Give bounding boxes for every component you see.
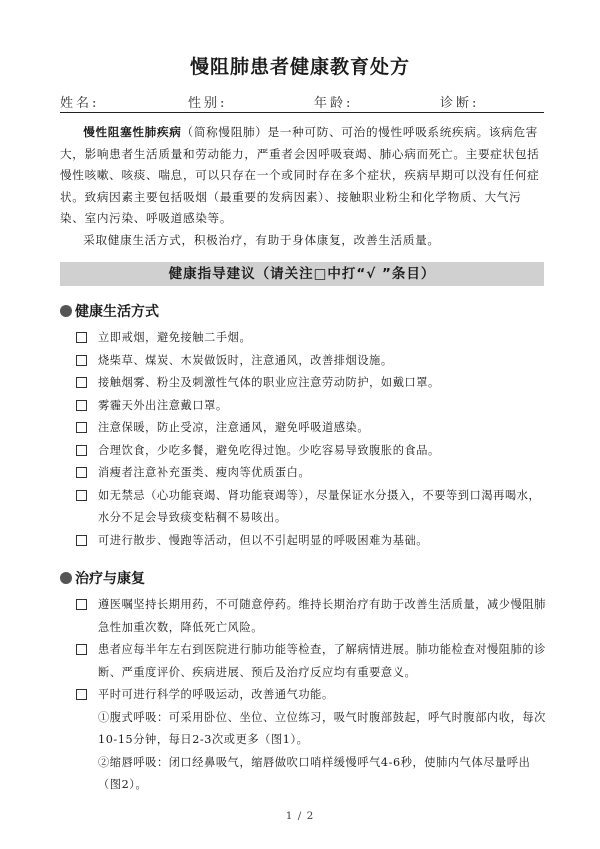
item-text: 平时可进行科学的呼吸运动，改善通气功能。	[98, 688, 334, 701]
checkbox[interactable]	[76, 400, 87, 411]
checkbox[interactable]	[76, 535, 87, 546]
checklist-item	[76, 440, 546, 463]
guidance-banner: 健康指导建议（请关注□中打“√ ”条目）	[60, 262, 544, 286]
item-text: 立即戒烟，避免接触二手烟。	[98, 331, 252, 344]
item-text: 消瘦者注意补充蛋类、瘦肉等优质蛋白。	[98, 466, 311, 479]
item-text: 接触烟雾、粉尘及刺激性气体的职业应注意劳动防护，如戴口罩。	[98, 376, 440, 389]
bullet-dot-icon	[60, 305, 72, 317]
breathing-exercise-1: ①腹式呼吸：可采用卧位、坐位、立位练习，吸气时腹部鼓起，呼气时腹部内收，每次10-15分钟，每日2-3次或更多（图1）。	[98, 710, 546, 746]
checklist-item	[76, 372, 546, 395]
breathing-exercise-2: ②缩唇呼吸：闭口经鼻吸气，缩唇做吹口哨样缓慢呼气4-6秒，使肺内气体尽量呼出（图2）。	[98, 755, 531, 791]
document-title: 慢阻肺患者健康教育处方	[189, 56, 410, 78]
age-label: 年龄:	[314, 96, 354, 111]
item-text: 如无禁忌（心功能衰竭、肾功能衰竭等），尽量保证水分摄入，不要等到口渴再喝水，水分不足会导致痰变粘稠不易咳出。	[98, 488, 541, 524]
treatment-checklist	[76, 594, 546, 797]
section-heading-lifestyle	[60, 301, 159, 321]
checkbox[interactable]	[76, 422, 87, 433]
checkbox[interactable]	[76, 377, 87, 388]
checklist-item	[76, 485, 546, 530]
checklist-item	[76, 350, 546, 373]
checklist-item	[76, 462, 546, 485]
item-text: 雾霾天外出注意戴口罩。	[98, 398, 228, 412]
name-label: 姓名:	[60, 96, 100, 111]
checklist-item	[76, 594, 546, 639]
header-divider	[60, 112, 544, 113]
item-text: 可进行散步、慢跑等活动，但以不引起明显的呼吸困难为基础。	[98, 533, 429, 547]
patient-info-row	[60, 92, 544, 112]
item-text: 注意保暖，防止受凉，注意通风，避免呼吸道感染。	[98, 421, 370, 434]
checkbox[interactable]	[76, 599, 87, 610]
checklist-item	[76, 327, 546, 350]
intro-paragraph-1	[60, 122, 544, 230]
lifestyle-checklist	[76, 327, 546, 552]
checklist-item	[76, 639, 546, 684]
intro-text-1: （简称慢阻肺）是一种可防、可治的慢性呼吸系统疾病。该病危害大，影响患者生活质量和劳动能力，严重者会因呼吸衰竭、肺心病而死亡。主要症状包括慢性咳嗽、咳痰、喘息，可以只存在一个或同时存在多个症状，疾病早期可以没有任何症状。致病因素主要包括吸烟（最重要的发病因素）、接触职业粉尘和化学物质、大气污染、室内污染、呼吸道感染等。	[60, 125, 540, 226]
bullet-dot-icon	[60, 572, 72, 584]
disease-term: 慢性阻塞性肺疾病	[83, 125, 182, 139]
item-text: 烧柴草、煤炭、木炭做饭时，注意通风，改善排烟设施。	[98, 353, 393, 367]
item-text: 遵医嘱坚持长期用药，不可随意停药。维持长期治疗有助于改善生活质量，减少慢阻肺急性加重次数，降低死亡风险。	[98, 598, 546, 634]
checkbox[interactable]	[76, 355, 87, 366]
intro-paragraph-2: 采取健康生活方式，积极治疗，有助于身体康复，改善生活质量。	[83, 232, 440, 247]
checklist-item	[76, 530, 546, 553]
checklist-item	[76, 684, 546, 707]
checkbox[interactable]	[76, 490, 87, 501]
section-heading-treatment	[60, 568, 145, 588]
checkbox[interactable]	[76, 689, 87, 700]
checkbox[interactable]	[76, 467, 87, 478]
item-text: 合理饮食，少吃多餐，避免吃得过饱。少吃容易导致腹胀的食品。	[98, 443, 440, 457]
checklist-item	[76, 395, 546, 418]
gender-label: 性别:	[188, 96, 228, 111]
section-title: 健康生活方式	[75, 304, 159, 320]
page-number: 1 / 2	[285, 810, 315, 822]
section-title: 治疗与康复	[75, 571, 145, 587]
checkbox[interactable]	[76, 644, 87, 655]
item-text: 患者应每半年左右到医院进行肺功能等检查，了解病情进展。肺功能检查对慢阻肺的诊断、严重度评价、疾病进展、预后及治疗反应均有重要意义。	[98, 643, 546, 679]
diagnosis-label: 诊断:	[440, 96, 480, 111]
checkbox[interactable]	[76, 445, 87, 456]
intro-section	[60, 122, 544, 252]
checkbox[interactable]	[76, 332, 87, 343]
checklist-item	[76, 417, 546, 440]
